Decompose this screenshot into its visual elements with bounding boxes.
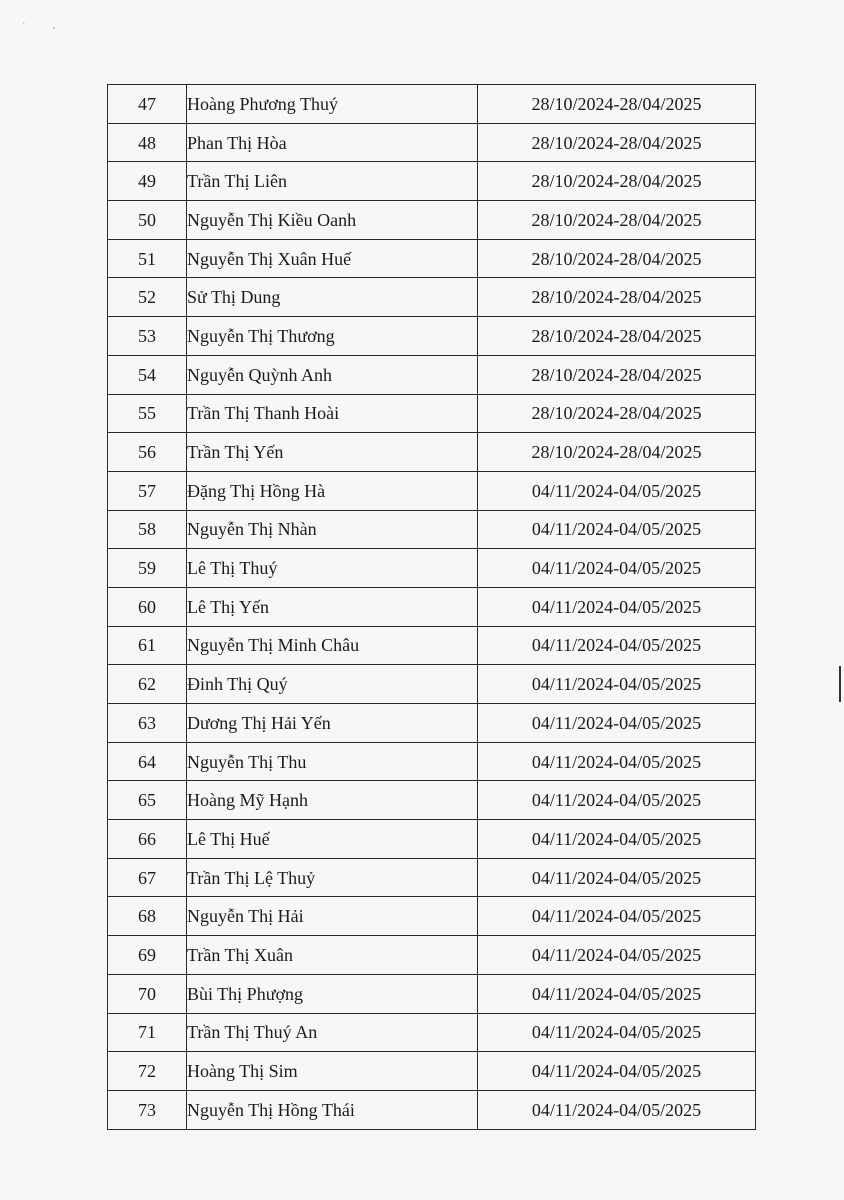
row-number: 58: [108, 510, 187, 549]
row-period: 04/11/2024-04/05/2025: [478, 936, 756, 975]
row-period: 04/11/2024-04/05/2025: [478, 820, 756, 859]
row-period: 28/10/2024-28/04/2025: [478, 278, 756, 317]
row-period: 04/11/2024-04/05/2025: [478, 704, 756, 743]
row-name: Hoàng Mỹ Hạnh: [187, 781, 478, 820]
row-number: 70: [108, 974, 187, 1013]
roster-table: [107, 84, 756, 1130]
row-period: 04/11/2024-04/05/2025: [478, 471, 756, 510]
row-name: Lê Thị Huế: [187, 820, 478, 859]
table-row: [108, 1052, 756, 1091]
row-period: 04/11/2024-04/05/2025: [478, 665, 756, 704]
row-number: 55: [108, 394, 187, 433]
table-row: [108, 123, 756, 162]
row-number: 57: [108, 471, 187, 510]
row-number: 68: [108, 897, 187, 936]
scan-edge-mark: [839, 666, 841, 702]
row-period: 04/11/2024-04/05/2025: [478, 1052, 756, 1091]
row-name: Hoàng Thị Sim: [187, 1052, 478, 1091]
table-row: [108, 239, 756, 278]
row-number: 66: [108, 820, 187, 859]
row-name: Lê Thị Thuý: [187, 549, 478, 588]
row-number: 53: [108, 317, 187, 356]
row-number: 61: [108, 626, 187, 665]
row-name: Nguyễn Quỳnh Anh: [187, 355, 478, 394]
row-number: 69: [108, 936, 187, 975]
row-name: Lê Thị Yến: [187, 587, 478, 626]
row-period: 28/10/2024-28/04/2025: [478, 162, 756, 201]
row-name: Nguyễn Thị Thu: [187, 742, 478, 781]
scan-mark-left: `: [22, 22, 26, 33]
row-period: 04/11/2024-04/05/2025: [478, 549, 756, 588]
row-name: Nguyễn Thị Kiều Oanh: [187, 201, 478, 240]
row-name: Hoàng Phương Thuý: [187, 85, 478, 124]
scan-mark-right: ': [53, 26, 55, 37]
row-number: 51: [108, 239, 187, 278]
table-row: [108, 587, 756, 626]
row-name: Phan Thị Hòa: [187, 123, 478, 162]
table-row: [108, 317, 756, 356]
row-period: 28/10/2024-28/04/2025: [478, 201, 756, 240]
row-name: Trần Thị Thuý An: [187, 1013, 478, 1052]
row-number: 65: [108, 781, 187, 820]
row-period: 04/11/2024-04/05/2025: [478, 781, 756, 820]
row-name: Nguyễn Thị Xuân Huế: [187, 239, 478, 278]
table-row: [108, 665, 756, 704]
row-name: Dương Thị Hải Yến: [187, 704, 478, 743]
row-period: 04/11/2024-04/05/2025: [478, 626, 756, 665]
row-number: 72: [108, 1052, 187, 1091]
row-number: 59: [108, 549, 187, 588]
row-name: Nguyễn Thị Minh Châu: [187, 626, 478, 665]
row-name: Trần Thị Thanh Hoài: [187, 394, 478, 433]
table-row: [108, 704, 756, 743]
row-number: 64: [108, 742, 187, 781]
row-period: 28/10/2024-28/04/2025: [478, 85, 756, 124]
table-row: [108, 781, 756, 820]
row-number: 56: [108, 433, 187, 472]
row-name: Trần Thị Xuân: [187, 936, 478, 975]
table-row: [108, 936, 756, 975]
row-number: 67: [108, 858, 187, 897]
table-row: [108, 85, 756, 124]
row-number: 52: [108, 278, 187, 317]
row-number: 63: [108, 704, 187, 743]
row-period: 04/11/2024-04/05/2025: [478, 897, 756, 936]
row-number: 47: [108, 85, 187, 124]
row-period: 28/10/2024-28/04/2025: [478, 355, 756, 394]
table-row: [108, 897, 756, 936]
row-period: 28/10/2024-28/04/2025: [478, 394, 756, 433]
row-period: 04/11/2024-04/05/2025: [478, 858, 756, 897]
row-name: Nguyễn Thị Hải: [187, 897, 478, 936]
table-row: [108, 1090, 756, 1129]
row-period: 28/10/2024-28/04/2025: [478, 433, 756, 472]
row-number: 54: [108, 355, 187, 394]
row-name: Đinh Thị Quý: [187, 665, 478, 704]
table-row: [108, 820, 756, 859]
row-name: Trần Thị Yến: [187, 433, 478, 472]
table-row: [108, 858, 756, 897]
row-name: Sử Thị Dung: [187, 278, 478, 317]
table-row: [108, 510, 756, 549]
row-period: 04/11/2024-04/05/2025: [478, 510, 756, 549]
row-name: Đặng Thị Hồng Hà: [187, 471, 478, 510]
row-number: 73: [108, 1090, 187, 1129]
row-number: 49: [108, 162, 187, 201]
table-row: [108, 355, 756, 394]
table-row: [108, 278, 756, 317]
table-row: [108, 549, 756, 588]
table-row: [108, 394, 756, 433]
row-name: Trần Thị Lệ Thuỷ: [187, 858, 478, 897]
table-row: [108, 974, 756, 1013]
table-row: [108, 1013, 756, 1052]
row-period: 04/11/2024-04/05/2025: [478, 1090, 756, 1129]
table-row: [108, 626, 756, 665]
row-number: 48: [108, 123, 187, 162]
row-period: 04/11/2024-04/05/2025: [478, 587, 756, 626]
row-name: Nguyễn Thị Nhàn: [187, 510, 478, 549]
row-period: 04/11/2024-04/05/2025: [478, 1013, 756, 1052]
table-row: [108, 162, 756, 201]
table-row: [108, 742, 756, 781]
row-period: 28/10/2024-28/04/2025: [478, 123, 756, 162]
row-number: 71: [108, 1013, 187, 1052]
table-row: [108, 471, 756, 510]
row-name: Nguyễn Thị Hồng Thái: [187, 1090, 478, 1129]
row-period: 04/11/2024-04/05/2025: [478, 742, 756, 781]
roster-table-body: [108, 85, 756, 1130]
row-period: 28/10/2024-28/04/2025: [478, 317, 756, 356]
row-name: Nguyễn Thị Thương: [187, 317, 478, 356]
row-name: Trần Thị Liên: [187, 162, 478, 201]
row-period: 28/10/2024-28/04/2025: [478, 239, 756, 278]
row-number: 62: [108, 665, 187, 704]
row-period: 04/11/2024-04/05/2025: [478, 974, 756, 1013]
row-number: 60: [108, 587, 187, 626]
row-name: Bùi Thị Phượng: [187, 974, 478, 1013]
table-row: [108, 433, 756, 472]
table-row: [108, 201, 756, 240]
row-number: 50: [108, 201, 187, 240]
